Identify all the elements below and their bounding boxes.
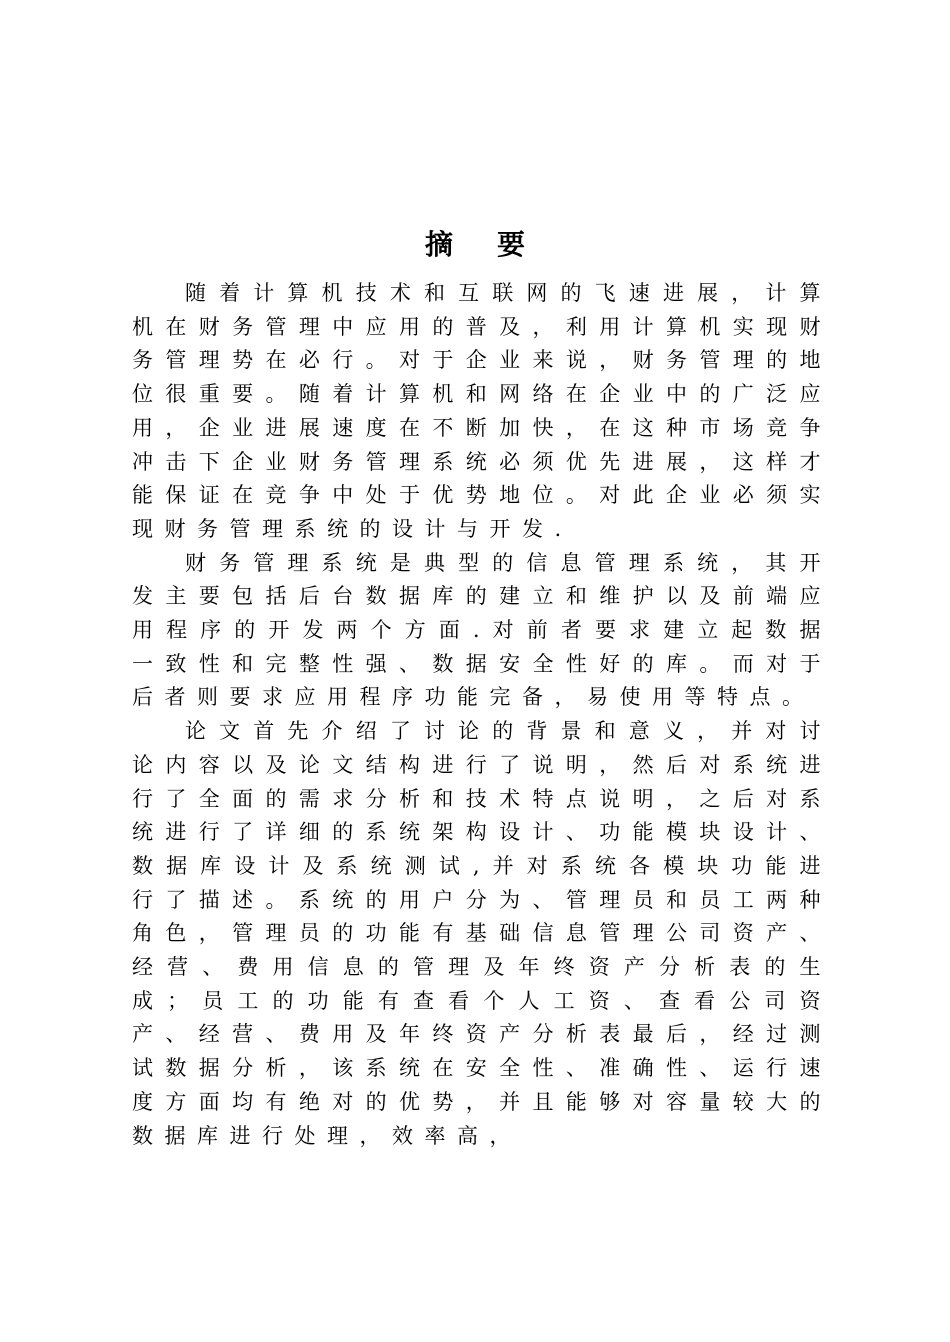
page-title: 摘要 <box>424 227 569 261</box>
abstract-body <box>132 277 832 1153</box>
paragraph-3: 论文首先介绍了讨论的背景和意义，并对讨论内容以及论文结构进行了说明，然后对系统进行了全面的需求分析和技术特点说明，之后对系统进行了详细的系统架构设计、功能模块设计、数据库设计及系统测试,并对系统各模块功能进行了描述。系统的用户分为、管理员和员工两种角色，管理员的功能有基础信息管理公司资产、经营、费用信息的管理及年终资产分析表的生成；员工的功能有查看个人工资、查看公司资产、经营、费用及年终资产分析表最后，经过测试数据分析，该系统在安全性、准确性、运行速度方面均有绝对的优势，并且能够对容量较大的数据库进行处理，效率高， <box>132 719 832 1148</box>
paragraph-2: 财务管理系统是典型的信息管理系统，其开发主要包括后台数据库的建立和维护以及前端应用程序的开发两个方面.对前者要求建立起数据一致性和完整性强、数据安全性好的库。而对于后者则要求应用程序功能完备，易使用等特点。 <box>132 550 832 710</box>
paragraph-1: 随着计算机技术和互联网的飞速进展，计算机在财务管理中应用的普及，利用计算机实现财务管理势在必行。对于企业来说，财务管理的地位很重要。随着计算机和网络在企业中的广泛应用，企业进展速度在不断加快，在这种市场竞争冲击下企业财务管理系统必须优先进展，这样才能保证在竞争中处于优势地位。对此企业必须实现财务管理系统的设计与开发. <box>132 281 832 541</box>
